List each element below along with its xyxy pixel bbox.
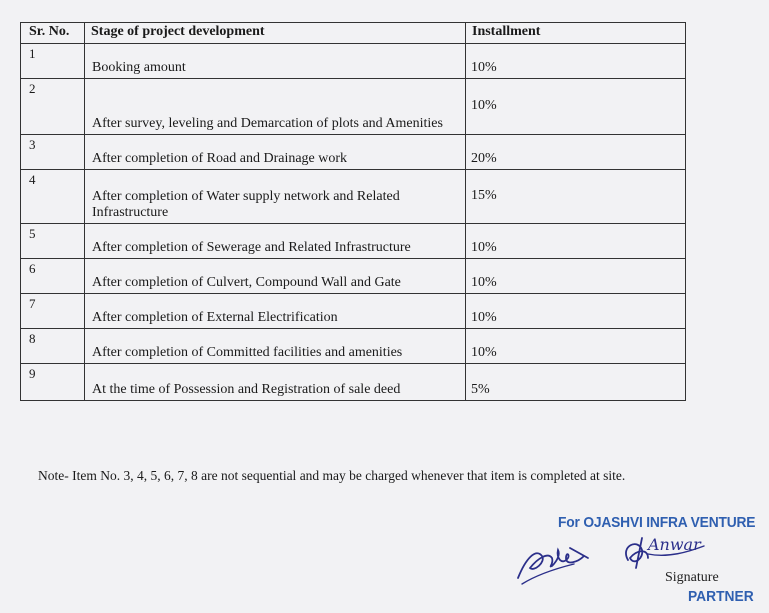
row-number: 8 bbox=[21, 329, 85, 364]
table-row bbox=[21, 135, 686, 170]
table-row bbox=[21, 79, 686, 135]
header-stage: Stage of project development bbox=[85, 23, 466, 44]
row-number: 6 bbox=[21, 259, 85, 294]
row-number: 5 bbox=[21, 224, 85, 259]
row-installment: 10% bbox=[466, 224, 686, 259]
table-row bbox=[21, 170, 686, 224]
installment-schedule-table bbox=[20, 22, 686, 401]
note-text: Note- Item No. 3, 4, 5, 6, 7, 8 are not sequential and may be charged whenever that item is completed at site. bbox=[38, 468, 626, 483]
row-installment: 10% bbox=[466, 329, 686, 364]
row-stage: Booking amount bbox=[85, 44, 466, 79]
row-installment: 10% bbox=[466, 294, 686, 329]
row-installment: 15% bbox=[466, 170, 686, 224]
table-row bbox=[21, 294, 686, 329]
row-installment: 5% bbox=[466, 364, 686, 401]
table-row bbox=[21, 44, 686, 79]
signature-label: Signature bbox=[665, 570, 719, 585]
table-row bbox=[21, 364, 686, 401]
row-installment: 10% bbox=[466, 44, 686, 79]
table-header-row bbox=[21, 23, 686, 44]
row-number: 2 bbox=[21, 79, 85, 135]
row-installment: 10% bbox=[466, 79, 686, 135]
row-stage: After completion of Committed facilities and amenities bbox=[85, 329, 466, 364]
row-number: 4 bbox=[21, 170, 85, 224]
table-row bbox=[21, 259, 686, 294]
row-installment: 20% bbox=[466, 135, 686, 170]
header-sr-no: Sr. No. bbox=[21, 23, 85, 44]
row-number: 9 bbox=[21, 364, 85, 401]
row-stage: After completion of Road and Drainage work bbox=[85, 135, 466, 170]
row-stage: After completion of Water supply network and Related Infrastructure bbox=[85, 170, 466, 224]
row-stage: After completion of External Electrification bbox=[85, 294, 466, 329]
row-stage: At the time of Possession and Registration of sale deed bbox=[85, 364, 466, 401]
row-stage: After survey, leveling and Demarcation of plots and Amenities bbox=[85, 79, 466, 135]
table-row bbox=[21, 224, 686, 259]
firm-stamp-text: For OJASHVI INFRA VENTURE bbox=[558, 514, 756, 531]
row-number: 7 bbox=[21, 294, 85, 329]
row-stage: After completion of Sewerage and Related Infrastructure bbox=[85, 224, 466, 259]
header-installment: Installment bbox=[466, 23, 686, 44]
table-row bbox=[21, 329, 686, 364]
row-number: 1 bbox=[21, 44, 85, 79]
row-number: 3 bbox=[21, 135, 85, 170]
row-installment: 10% bbox=[466, 259, 686, 294]
row-stage: After completion of Culvert, Compound Wall and Gate bbox=[85, 259, 466, 294]
signature-handwriting: Anwar bbox=[648, 535, 701, 554]
partner-stamp-text: PARTNER bbox=[688, 588, 754, 605]
